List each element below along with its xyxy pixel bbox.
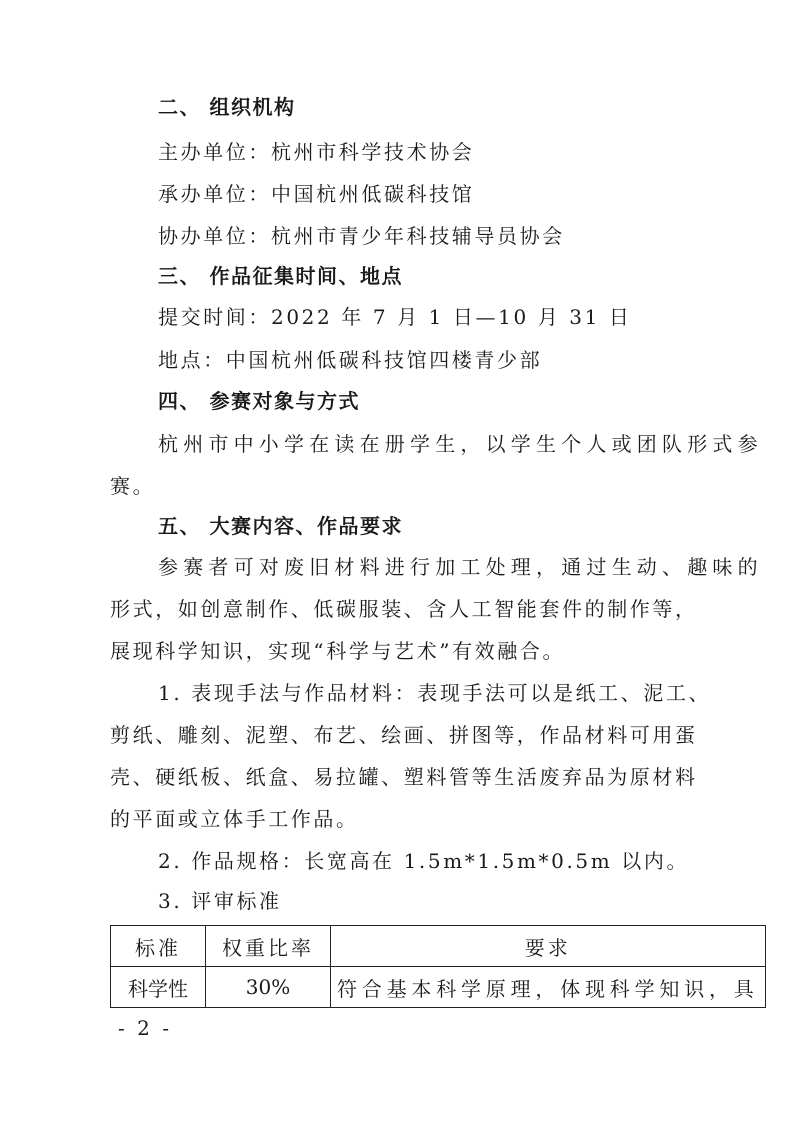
section-heading-organization: 二、 组织机构 (158, 95, 296, 119)
item1-line-1: 1. 表现手法与作品材料：表现手法可以是纸工、泥工、 (158, 681, 712, 705)
item1-line-4: 的平面或立体手工作品。 (110, 807, 359, 831)
page-number: - 2 - (118, 1016, 172, 1040)
item1-line-2: 剪纸、雕刻、泥塑、布艺、绘画、拼图等，作品材料可用蛋 (110, 723, 698, 747)
location-line: 地点：中国杭州低碳科技馆四楼青少部 (158, 348, 543, 372)
co-organizer-unit-line: 协办单位：杭州市青少年科技辅导员协会 (158, 224, 565, 248)
table-header-standard: 标准 (111, 926, 206, 967)
organizer-unit-line: 承办单位：中国杭州低碳科技馆 (158, 182, 475, 206)
section-heading-participants: 四、 参赛对象与方式 (158, 389, 360, 413)
section-heading-content: 五、 大赛内容、作品要求 (158, 514, 403, 538)
table-header-requirement: 要求 (331, 926, 766, 967)
table-cell-weight: 30% (206, 967, 331, 1008)
host-unit-line: 主办单位：杭州市科学技术协会 (158, 140, 475, 164)
item1-line-3: 壳、硬纸板、纸盒、易拉罐、塑料管等生活废弃品为原材料 (110, 765, 698, 789)
table-header-row (111, 926, 766, 967)
table-cell-standard: 科学性 (111, 967, 206, 1008)
content-intro-line-3: 展现科学知识，实现“科学与艺术”有效融合。 (110, 639, 566, 663)
participants-paragraph-line-1: 杭州市中小学在读在册学生，以学生个人或团队形式参 (158, 432, 763, 456)
item2-specification: 2. 作品规格：长宽高在 1.5m*1.5m*0.5m 以内。 (158, 849, 690, 873)
section-heading-time-place: 三、 作品征集时间、地点 (158, 264, 403, 288)
evaluation-criteria-table (110, 925, 766, 1008)
table-cell-requirement: 符合基本科学原理，体现科学知识，具 (331, 967, 766, 1008)
table-header-weight: 权重比率 (206, 926, 331, 967)
item3-criteria-title: 3. 评审标准 (158, 889, 282, 913)
submission-time-line: 提交时间：2022 年 7 月 1 日—10 月 31 日 (158, 305, 632, 329)
participants-paragraph-line-2: 赛。 (110, 474, 156, 498)
content-intro-line-1: 参赛者可对废旧材料进行加工处理，通过生动、趣味的 (158, 555, 763, 579)
content-intro-line-2: 形式，如创意制作、低碳服装、含人工智能套件的制作等， (110, 597, 698, 621)
table-row (111, 967, 766, 1008)
